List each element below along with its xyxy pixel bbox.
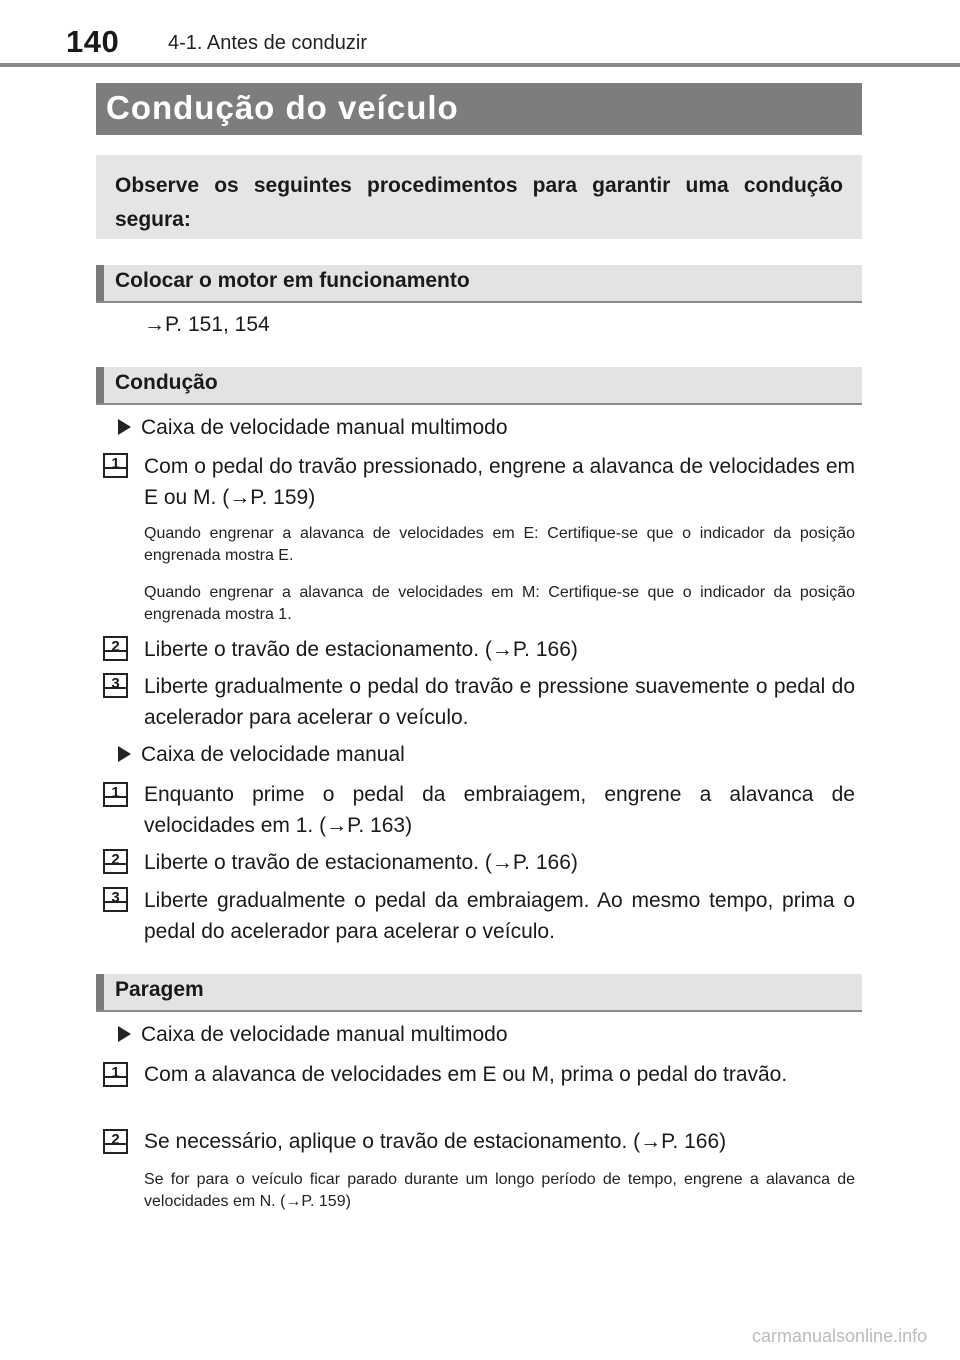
- section-heading-label: Paragem: [115, 978, 204, 1001]
- step-number-badge: 2: [103, 636, 128, 661]
- note-text: Se for para o veículo ficar parado durante um longo período de tempo, engrene a alavanca de velocidades em N. (→P. 159): [144, 1171, 855, 1210]
- step-number-badge: 1: [103, 1062, 128, 1087]
- step-text: Liberte o travão de estacionamento. (→P. 166): [144, 851, 578, 874]
- subheading-label: Caixa de velocidade manual: [141, 743, 405, 766]
- step-text: Com o pedal do travão pressionado, engrene a alavanca de velocidades em E ou M. (→P. 159): [144, 455, 855, 509]
- note-text: Quando engrenar a alavanca de velocidades em E: Certifique-se que o indicador da posição engrenada mostra E.: [144, 525, 855, 564]
- page-number: 140: [66, 24, 120, 59]
- step-number-badge: 3: [103, 673, 128, 698]
- step-number-badge: 1: [103, 782, 128, 807]
- note-text: Quando engrenar a alavanca de velocidades em M: Certifique-se que o indicador da posição engrenada mostra 1.: [144, 584, 855, 623]
- step-text: Liberte gradualmente o pedal da embraiagem. Ao mesmo tempo, prima o pedal do acelerador para acelerar o veículo.: [144, 889, 855, 943]
- header-divider: [0, 63, 960, 67]
- start-page-reference: →P. 151, 154: [144, 313, 270, 336]
- step-text: Se necessário, aplique o travão de estacionamento. (→P. 166): [144, 1130, 727, 1153]
- arrow-bullet-icon: [118, 746, 131, 762]
- arrow-bullet-icon: [118, 1026, 131, 1042]
- subheading-multimode-driving: [118, 413, 508, 443]
- section-heading-start: [96, 265, 862, 303]
- breadcrumb: 4-1. Antes de conduzir: [168, 32, 368, 54]
- step-text: Com a alavanca de velocidades em E ou M, prima o pedal do travão.: [144, 1063, 788, 1086]
- step-text: Enquanto prime o pedal da embraiagem, engrene a alavanca de velocidades em 1. (→P. 163): [144, 783, 855, 837]
- step-number-badge: 3: [103, 887, 128, 912]
- subheading-multimode-stopping: [118, 1020, 508, 1050]
- subheading-label: Caixa de velocidade manual multimodo: [141, 416, 508, 439]
- step-text: Liberte o travão de estacionamento. (→P. 166): [144, 638, 578, 661]
- step-number-badge: 1: [103, 453, 128, 478]
- section-heading-driving: [96, 367, 862, 405]
- section-heading-label: Colocar o motor em funcionamento: [115, 269, 470, 292]
- intro-text: Observe os seguintes procedimentos para garantir uma condução segura:: [115, 174, 843, 231]
- page-title: Condução do veículo: [106, 89, 459, 126]
- arrow-bullet-icon: [118, 419, 131, 435]
- intro-box: [96, 155, 862, 239]
- section-heading-stopping: [96, 974, 862, 1012]
- watermark-text: carmanualsonline.info: [752, 1326, 928, 1346]
- page-title-bar: [96, 83, 862, 135]
- step-number-badge: 2: [103, 1129, 128, 1154]
- subheading-manual-driving: [118, 740, 405, 770]
- subheading-label: Caixa de velocidade manual multimodo: [141, 1023, 508, 1046]
- section-heading-label: Condução: [115, 371, 218, 394]
- step-number-badge: 2: [103, 849, 128, 874]
- step-text: Liberte gradualmente o pedal do travão e pressione suavemente o pedal do acelerador para acelerar o veículo.: [144, 675, 855, 729]
